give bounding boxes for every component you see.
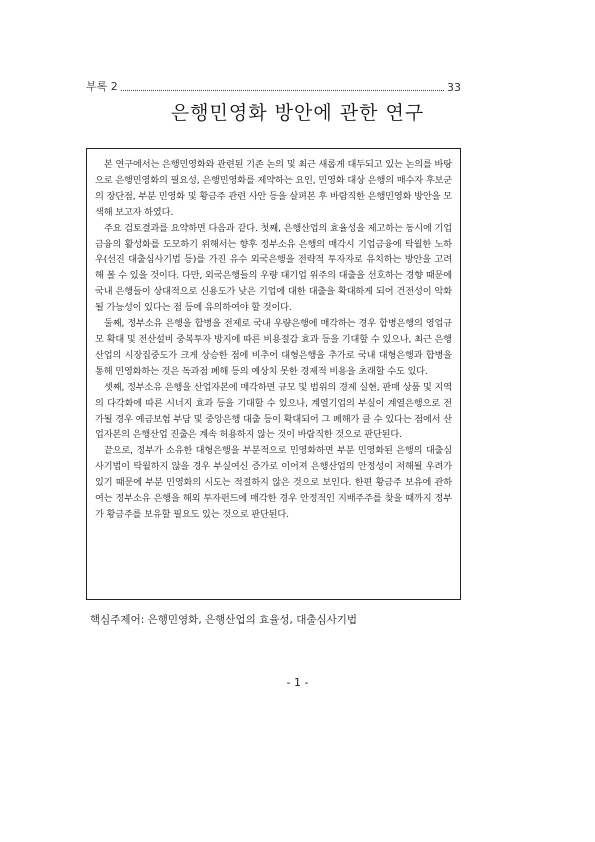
appendix-label: 부록 2	[86, 80, 118, 93]
abstract-paragraph-5: 끝으로, 정부가 소유한 대형은행을 부분적으로 민영화하면 부분 민영화된 은행의 대출심사기법이 탁월하지 않을 경우 부실여신 증가로 이어져 은행산업의 안정성이 저해될 우려가 있기 때문에 부분 민영화의 시도는 적절하지 않은 것으로 보인다. 한편 황금주 보유에 관하여는 정부소유 은행을 해외 투자펀드에 매각한 경우 안정적인 지배주주를 찾을 때까지 정부가 황금주를 보유할 필요도 있는 것으로 판단된다.	[95, 445, 452, 520]
keywords-label: 핵심주제어	[90, 614, 141, 626]
paper-title: 은행민영화 방안에 관한 연구	[170, 102, 425, 124]
footer-page-number: - 1 -	[286, 676, 309, 689]
keyword-item: 대출심사기법	[296, 614, 358, 626]
abstract-paragraph-1: 본 연구에서는 은행민영화와 관련된 기존 논의 및 최근 새롭게 대두되고 있는 논의를 바탕으로 은행민영화의 필요성, 은행민영화를 제약하는 요인, 민영화 대상 은행의 매수자 후보군의 장단점, 부분 민영화 및 황금주 관련 사안 등을 살펴본 후 바람직한 은행민영화 방안을 모색해 보고자 하였다.	[95, 159, 452, 218]
header-page-number: 33	[447, 81, 461, 94]
keyword-item: 은행산업의 효율성	[205, 614, 290, 626]
abstract-box	[86, 148, 461, 600]
running-header	[86, 76, 461, 94]
keyword-item: 은행민영화	[147, 614, 199, 626]
leader-dots	[121, 90, 444, 91]
abstract-paragraph-2: 주요 검토결과를 요약하면 다음과 같다. 첫째, 은행산업의 효율성을 제고하는 동시에 기업금융의 활성화를 도모하기 위해서는 향후 정부소유 은행의 매각시 기업금융에 탁월한 노하우(선진 대출심사기법 등)를 가진 유수 외국은행을 전략적 투자자로 유치하는 방안을 고려해 볼 수 있을 것이다. 다만, 외국은행들의 우량 대기업 위주의 대출을 선호하는 경향 때문에 국내 은행들이 상대적으로 신용도가 낮은 기업에 대한 대출을 확대하게 되어 건전성이 악화될 가능성이 있다는 점 등에 유의하여야 할 것이다.	[95, 222, 452, 314]
keywords-line: 핵심주제어: 은행민영화, 은행산업의 효율성, 대출심사기법	[90, 614, 358, 626]
abstract-paragraph-3: 둘째, 정부소유 은행을 합병을 전제로 국내 우량은행에 매각하는 경우 합병은행의 영업규모 확대 및 전산설비 중복투자 방지에 따른 비용절감 효과 등을 기대할 수 있으나, 최근 은행산업의 시장집중도가 크게 상승한 점에 비추어 대형은행을 추가로 국내 대형은행과 합병을 통해 민영화하는 것은 독과점 폐해 등의 예상치 못한 경제적 비용을 초래할 수도 있다.	[95, 318, 452, 377]
abstract-paragraph-4: 셋째, 정부소유 은행을 산업자본에 매각하면 규모 및 범위의 경제 실현, 판매 상품 및 지역의 다각화에 따른 시너지 효과 등을 기대할 수 있으나, 계열기업의 부실이 계열은행으로 전가될 경우 예금보험 부담 및 중앙은행 대출 등이 확대되어 그 폐해가 클 수 있다는 점에서 산업자본의 은행산업 진출은 계속 허용하지 않는 것이 바람직한 것으로 판단된다.	[95, 381, 452, 441]
